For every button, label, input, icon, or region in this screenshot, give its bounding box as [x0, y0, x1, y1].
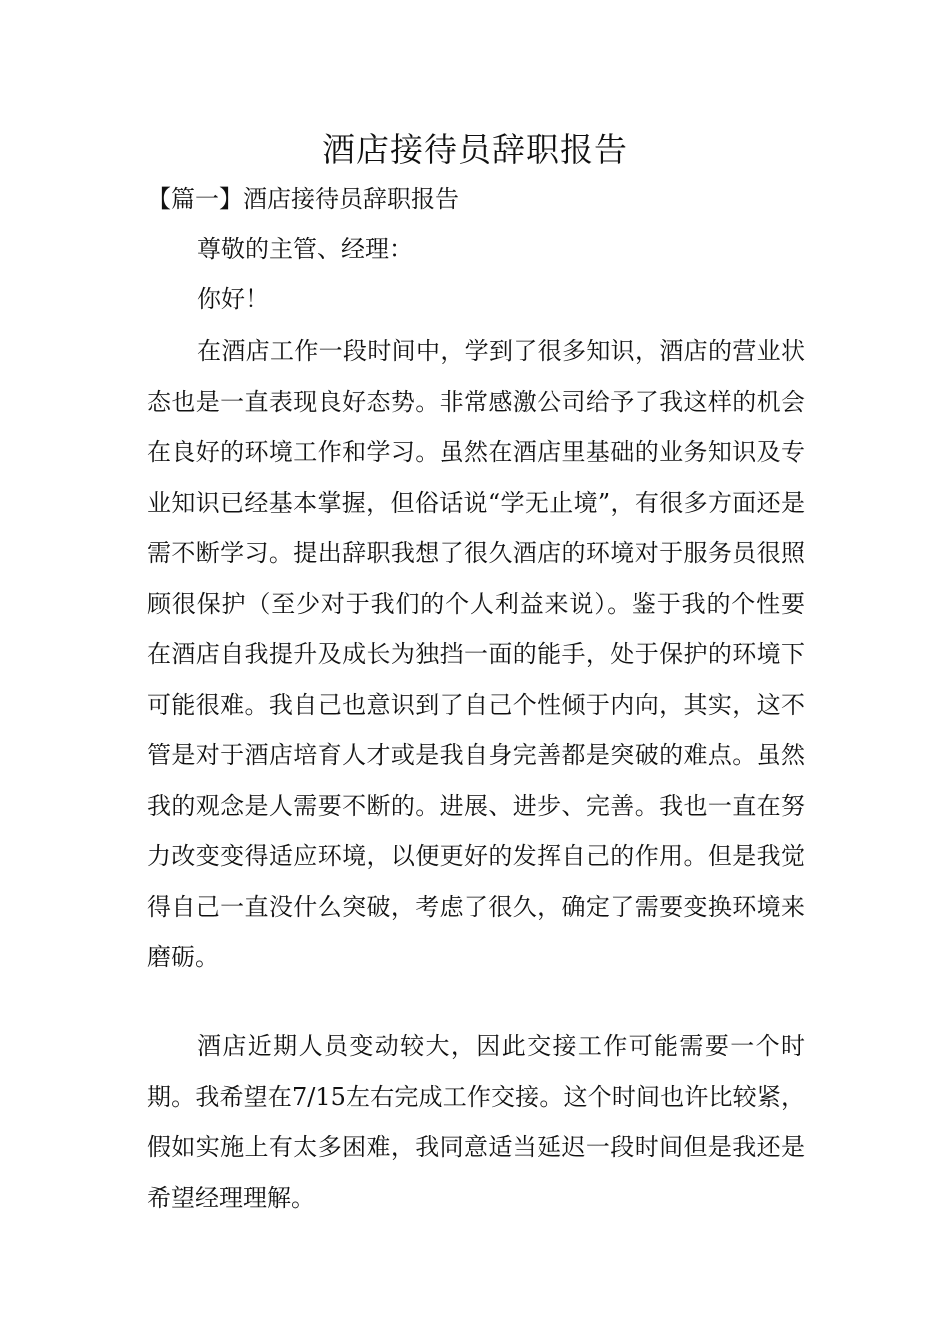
greeting: 你好！: [197, 285, 269, 313]
salutation: 尊敬的主管、经理：: [197, 235, 413, 263]
document-title: 酒店接待员辞职报告: [322, 130, 628, 169]
body-paragraph-2: 酒店近期人员变动较大，因此交接工作可能需要一个时期。我希望在7/15左右完成工作交接。这个时间也许比较紧，假如实施上有太多困难，我同意适当延迟一段时间但是我还是希望经理理解。: [147, 1032, 805, 1212]
section-heading: 【篇一】酒店接待员辞职报告: [147, 185, 459, 213]
body-paragraph-1: 在酒店工作一段时间中，学到了很多知识，酒店的营业状态也是一直表现良好态势。非常感激公司给予了我这样的机会在良好的环境工作和学习。虽然在酒店里基础的业务知识及专业知识已经基本掌握，但俗话说“学无止境”，有很多方面还是需不断学习。提出辞职我想了很久酒店的环境对于服务员很照顾很保护（至少对于我们的个人利益来说）。鉴于我的个性要在酒店自我提升及成长为独挡一面的能手，处于保护的环境下可能很难。我自己也意识到了自己个性倾于内向，其实，这不管是对于酒店培育人才或是我自身完善都是突破的难点。虽然我的观念是人需要不断的。进展、进步、完善。我也一直在努力改变变得适应环境，以便更好的发挥自己的作用。但是我觉得自己一直没什么突破，考虑了很久，确定了需要变换环境来磨砺。: [147, 337, 805, 971]
